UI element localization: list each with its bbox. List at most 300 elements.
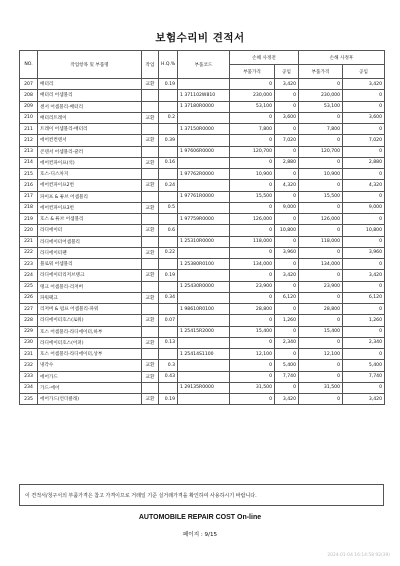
row-hq [159,382,178,393]
row-before-labor: 0 [275,326,299,337]
row-work [142,191,159,202]
row-after-part-price: 28,800 [299,304,343,315]
table-row [20,180,385,191]
row-hq [159,214,178,225]
row-item: 호스 어셈블리-라디에이터,하부 [38,326,142,337]
row-part-code [178,371,230,382]
row-after-part-price: 53,100 [299,101,343,112]
row-before-labor: 0 [275,90,299,101]
row-part-code: 1 371102W810 [178,90,230,101]
row-hq: 0.5 [159,202,178,213]
row-work [142,169,159,180]
row-before-labor: 0 [275,191,299,202]
row-before-labor: 1,260 [275,315,299,326]
table-row [20,270,385,281]
row-before-part-price: 15,500 [230,191,275,202]
row-after-labor: 3,420 [343,394,385,405]
row-work [142,146,159,157]
row-no: 235 [20,394,38,405]
row-after-labor: 0 [343,326,385,337]
row-after-part-price: 126,000 [299,214,343,225]
row-part-code [178,394,230,405]
table-row [20,169,385,180]
table-row [20,371,385,382]
row-after-labor: 3,420 [343,270,385,281]
row-part-code: 1 97606R0000 [178,146,230,157]
table-row [20,394,385,405]
row-after-part-price: 120,700 [299,146,343,157]
row-after-labor: 0 [343,382,385,393]
table-row [20,191,385,202]
row-before-part-price: 0 [230,394,275,405]
row-before-labor: 7,740 [275,371,299,382]
row-hq: 0.07 [159,315,178,326]
row-work: 교환 [142,371,159,382]
row-after-labor: 3,960 [343,247,385,258]
table-row [20,135,385,146]
row-after-labor: 0 [343,101,385,112]
row-after-labor: 2,880 [343,157,385,168]
row-after-part-price: 0 [299,135,343,146]
row-no: 225 [20,281,38,292]
table-row [20,315,385,326]
row-before-part-price: 0 [230,371,275,382]
row-before-labor: 0 [275,214,299,225]
row-no: 234 [20,382,38,393]
table-row [20,292,385,303]
row-work: 교환 [142,112,159,123]
row-hq: 0.19 [159,270,178,281]
row-before-labor: 2,340 [275,337,299,348]
row-hq: 0.19 [159,394,178,405]
row-before-part-price: 10,900 [230,169,275,180]
row-hq [159,236,178,247]
row-before-labor: 10,800 [275,225,299,236]
document-title: 보험수리비 견적서 [155,32,245,44]
header-after-part-price: 부품가격 [299,65,343,79]
row-before-part-price: 0 [230,270,275,281]
row-before-labor: 0 [275,124,299,135]
header-after-adjustment: 손해 사정후 [299,51,385,65]
row-before-part-price: 0 [230,157,275,168]
row-before-labor: 9,000 [275,202,299,213]
row-hq: 0.22 [159,247,178,258]
row-work: 교환 [142,337,159,348]
row-after-part-price: 12,100 [299,349,343,360]
row-part-code [178,247,230,258]
header-no: NO. [20,51,38,79]
row-no: 212 [20,135,38,146]
row-work [142,382,159,393]
row-before-part-price: 0 [230,79,275,90]
row-before-labor: 3,420 [275,394,299,405]
row-after-labor: 0 [343,304,385,315]
table-row [20,157,385,168]
row-item: 라디에이터리저브탱크 [38,270,142,281]
row-item: 파이프 & 튜브 어셈블리 [38,191,142,202]
row-work: 교환 [142,79,159,90]
row-work: 교환 [142,292,159,303]
row-hq [159,169,178,180]
row-item: 리저버 & 펌프 어셈블리-파워 [38,304,142,315]
row-after-labor: 9,000 [343,202,385,213]
header-before-adjustment: 손해 사정전 [230,51,299,65]
row-no: 230 [20,337,38,348]
row-before-part-price: 0 [230,112,275,123]
row-work [142,236,159,247]
row-before-labor: 0 [275,236,299,247]
row-before-part-price: 0 [230,360,275,371]
notice-box [19,484,384,506]
notice-text: 이 견적서/청구서의 부품가격은 참고 가격이므로 거래일 기준 실거래가격을 확인하여 사용하시기 바랍니다. [25,493,257,499]
row-before-labor: 3,600 [275,112,299,123]
row-before-labor: 5,400 [275,360,299,371]
row-item: 라디에이터호스(어퍼) [38,337,142,348]
table-row [20,259,385,270]
row-after-labor: 0 [343,259,385,270]
page-number: 페이지 : 9/15 [182,532,218,538]
row-no: 232 [20,360,38,371]
row-after-part-price: 15,500 [299,191,343,202]
estimate-rows [20,79,385,405]
row-no: 226 [20,292,38,303]
table-row [20,146,385,157]
row-work [142,214,159,225]
row-after-part-price: 23,900 [299,281,343,292]
row-item: 배터리 어셈블리 [38,90,142,101]
row-after-labor: 0 [343,90,385,101]
row-after-labor: 0 [343,349,385,360]
row-before-part-price: 230,000 [230,90,275,101]
row-after-labor: 3,600 [343,112,385,123]
row-item: 에어가드(언더클래) [38,394,142,405]
row-after-labor: 0 [343,214,385,225]
header-before-part-price: 부품가격 [230,65,275,79]
row-no: 227 [20,304,38,315]
row-part-code [178,225,230,236]
row-part-code [178,202,230,213]
row-after-part-price: 230,000 [299,90,343,101]
row-after-labor: 10,800 [343,225,385,236]
row-hq [159,326,178,337]
row-hq [159,259,178,270]
row-no: 215 [20,169,38,180]
row-before-part-price: 0 [230,337,275,348]
row-item: 트레이 어셈블리-배터리 [38,124,142,135]
row-hq: 0.19 [159,79,178,90]
table-row [20,112,385,123]
row-work: 교환 [142,394,159,405]
row-part-code [178,180,230,191]
row-after-labor: 3,420 [343,79,385,90]
row-after-part-price: 0 [299,202,343,213]
row-item: 탱크 어셈블리-리저버 [38,281,142,292]
row-hq: 0.3 [159,360,178,371]
header-row-1 [20,51,385,65]
header-after-labor: 공임 [343,65,385,79]
row-before-part-price: 134,000 [230,259,275,270]
row-after-part-price: 0 [299,79,343,90]
row-after-part-price: 15,400 [299,326,343,337]
row-part-code: 1 25430R0000 [178,281,230,292]
row-part-code [178,337,230,348]
row-work: 교환 [142,157,159,168]
table-row [20,337,385,348]
row-before-labor: 7,020 [275,135,299,146]
row-work [142,101,159,112]
row-before-part-price: 28,800 [230,304,275,315]
row-after-part-price: 118,000 [299,236,343,247]
row-item: 호스-디스차지 [38,169,142,180]
row-after-part-price: 0 [299,225,343,236]
table-row [20,281,385,292]
row-work [142,259,159,270]
row-before-part-price: 31,500 [230,382,275,393]
row-before-labor: 3,420 [275,270,299,281]
row-before-part-price: 23,900 [230,281,275,292]
footer-title: AUTOMOBILE REPAIR COST On-line [138,514,262,521]
table-row [20,304,385,315]
table-row [20,90,385,101]
row-part-code [178,292,230,303]
estimate-table [19,50,385,405]
row-before-part-price: 7,800 [230,124,275,135]
row-after-part-price: 0 [299,157,343,168]
row-after-labor: 1,260 [343,315,385,326]
row-after-part-price: 0 [299,247,343,258]
row-work [142,124,159,135]
row-work: 교환 [142,135,159,146]
row-after-part-price: 0 [299,315,343,326]
row-item: 라디에이터어셈블리 [38,236,142,247]
row-item: 에어컨컨덴서 [38,135,142,146]
row-no: 217 [20,191,38,202]
row-no: 220 [20,225,38,236]
row-no: 228 [20,315,38,326]
row-part-code [178,315,230,326]
header-work: 작업 [142,51,159,79]
row-work: 교환 [142,247,159,258]
row-no: 224 [20,270,38,281]
header-before-labor: 공임 [275,65,299,79]
row-hq [159,281,178,292]
row-before-part-price: 0 [230,202,275,213]
row-hq: 0.39 [159,135,178,146]
row-work [142,281,159,292]
row-no: 207 [20,79,38,90]
row-before-labor: 4,320 [275,180,299,191]
row-part-code: 1 25380R0100 [178,259,230,270]
row-part-code: 1 97761R0000 [178,191,230,202]
row-part-code: 1 25310R0000 [178,236,230,247]
row-work: 교환 [142,225,159,236]
row-part-code: 1 37150R0000 [178,124,230,135]
row-hq [159,349,178,360]
row-hq: 0.24 [159,180,178,191]
row-before-part-price: 126,000 [230,214,275,225]
row-before-part-price: 0 [230,180,275,191]
table-row [20,101,385,112]
row-item: 냉각수 [38,360,142,371]
row-work: 교환 [142,180,159,191]
row-before-part-price: 15,400 [230,326,275,337]
row-hq [159,304,178,315]
row-after-labor: 5,400 [343,360,385,371]
row-no: 211 [20,124,38,135]
row-item: 배터리 [38,79,142,90]
row-before-labor: 0 [275,259,299,270]
row-part-code [178,360,230,371]
row-item: 센서 어셈블리-배터리 [38,101,142,112]
row-no: 221 [20,236,38,247]
row-part-code: 1 29135R0000 [178,382,230,393]
row-before-labor: 0 [275,281,299,292]
row-item: 콘덴서 어셈블리-쿨러 [38,146,142,157]
row-item: 가드-에어 [38,382,142,393]
print-timestamp: 2024-01-04 16:14:58 92(39) [327,553,390,558]
row-work [142,326,159,337]
row-after-labor: 0 [343,169,385,180]
row-part-code: 1 97759R0000 [178,214,230,225]
row-before-labor: 0 [275,382,299,393]
row-work [142,349,159,360]
table-row [20,360,385,371]
row-hq [159,90,178,101]
header-part-code: 부품코드 [178,51,230,79]
row-before-part-price: 0 [230,225,275,236]
row-item: 라디에이터 [38,225,142,236]
row-before-labor: 6,120 [275,292,299,303]
row-work [142,90,159,101]
row-part-code: 1 37180R0000 [178,101,230,112]
row-no: 218 [20,202,38,213]
row-part-code: 1 98610R0100 [178,304,230,315]
row-item: 파워팩크 [38,292,142,303]
row-item: 라디에이터팬 [38,247,142,258]
row-work: 교환 [142,360,159,371]
row-no: 222 [20,247,38,258]
row-after-part-price: 0 [299,360,343,371]
table-row [20,382,385,393]
row-hq: 0.2 [159,112,178,123]
row-after-part-price: 0 [299,180,343,191]
row-hq: 0.43 [159,371,178,382]
row-work: 교환 [142,270,159,281]
row-before-labor: 3,960 [275,247,299,258]
table-row [20,214,385,225]
table-row [20,225,385,236]
row-hq: 0.16 [159,157,178,168]
row-hq [159,146,178,157]
header-hq: H.Q.% [159,51,178,79]
row-before-part-price: 0 [230,135,275,146]
row-before-part-price: 120,700 [230,146,275,157]
row-before-part-price: 12,100 [230,349,275,360]
row-item: 에어컨파이프(석) [38,157,142,168]
row-no: 214 [20,157,38,168]
table-row [20,124,385,135]
row-before-part-price: 118,000 [230,236,275,247]
row-after-labor: 7,020 [343,135,385,146]
row-after-part-price: 31,500 [299,382,343,393]
row-no: 231 [20,349,38,360]
row-after-labor: 2,340 [343,337,385,348]
row-no: 229 [20,326,38,337]
row-hq [159,191,178,202]
row-item: 블로워 어셈블리 [38,259,142,270]
table-row [20,326,385,337]
row-after-labor: 0 [343,236,385,247]
row-no: 219 [20,214,38,225]
row-hq: 0.34 [159,292,178,303]
row-part-code [178,270,230,281]
row-after-labor: 7,740 [343,371,385,382]
row-before-labor: 3,420 [275,79,299,90]
row-before-labor: 0 [275,349,299,360]
row-part-code [178,112,230,123]
header-item: 작업항목 및 부품명 [38,51,142,79]
row-part-code [178,157,230,168]
row-item: 에어가드 [38,371,142,382]
table-row [20,247,385,258]
row-part-code [178,135,230,146]
row-hq [159,124,178,135]
row-after-labor: 4,320 [343,180,385,191]
table-row [20,349,385,360]
row-after-part-price: 0 [299,337,343,348]
row-before-part-price: 0 [230,292,275,303]
row-no: 210 [20,112,38,123]
row-part-code: 1 97762R0000 [178,169,230,180]
row-hq: 0.6 [159,225,178,236]
row-after-labor: 6,120 [343,292,385,303]
row-no: 208 [20,90,38,101]
row-before-labor: 0 [275,169,299,180]
row-no: 213 [20,146,38,157]
row-no: 209 [20,101,38,112]
row-after-labor: 0 [343,146,385,157]
row-after-part-price: 7,800 [299,124,343,135]
row-before-part-price: 53,100 [230,101,275,112]
row-before-labor: 2,880 [275,157,299,168]
row-hq: 0.13 [159,337,178,348]
row-before-part-price: 0 [230,315,275,326]
row-item: 에어컨파이프3번 [38,202,142,213]
table-row [20,79,385,90]
row-item: 호스 어셈블리-라디에이터,상부 [38,349,142,360]
row-after-part-price: 0 [299,270,343,281]
row-after-labor: 0 [343,281,385,292]
row-after-labor: 0 [343,191,385,202]
row-hq [159,101,178,112]
row-item: 호스 & 튜브 어셈블리 [38,214,142,225]
row-after-labor: 0 [343,124,385,135]
row-no: 216 [20,180,38,191]
row-after-part-price: 10,900 [299,169,343,180]
row-part-code [178,79,230,90]
row-after-part-price: 0 [299,371,343,382]
row-after-part-price: 134,000 [299,259,343,270]
table-row [20,236,385,247]
row-part-code: 1 25415R2000 [178,326,230,337]
row-before-labor: 0 [275,304,299,315]
row-item: 에어컨파이프2번 [38,180,142,191]
row-work: 교환 [142,202,159,213]
row-before-labor: 0 [275,146,299,157]
table-row [20,202,385,213]
row-item: 라디에이터호스(로워) [38,315,142,326]
row-before-labor: 0 [275,101,299,112]
